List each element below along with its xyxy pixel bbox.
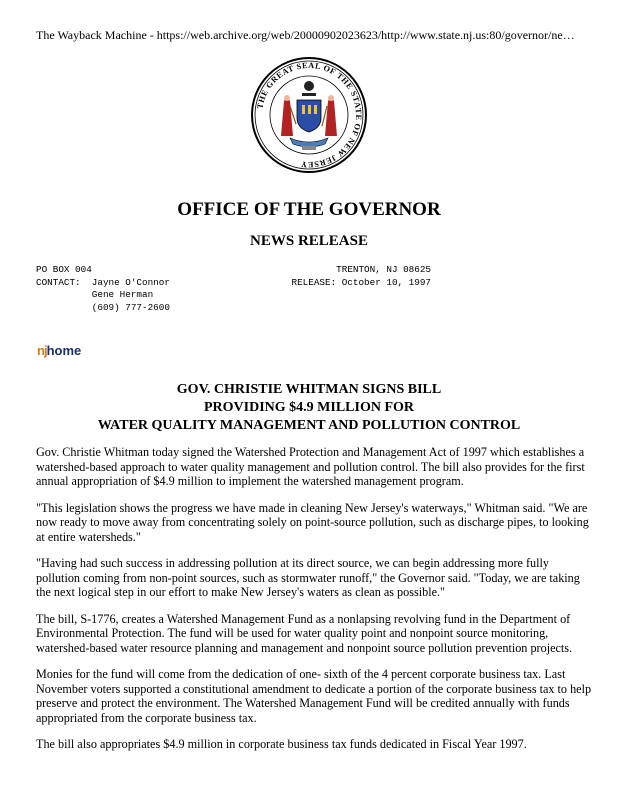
seal-text: THE GREAT SEAL OF THE STATE OF NEW JERSEY xyxy=(255,60,364,170)
city-address: TRENTON, NJ 08625 xyxy=(336,264,431,275)
headline-line-3: WATER QUALITY MANAGEMENT AND POLLUTION CONTROL xyxy=(97,418,521,433)
contact-phone: (609) 777-2600 xyxy=(36,301,170,313)
office-title: OFFICE OF THE GOVERNOR xyxy=(177,199,441,220)
release-body xyxy=(36,445,596,764)
body-paragraph: The bill, S-1776, creates a Watershed Management Fund as a nonlapsing revolving fund in the Department of Environmental Protection. The fund will be used for water quality point and nonpoint source monitoring, watershed-based water resource planning and management and nonpoint source pollution prevention projects. xyxy=(36,611,573,655)
home-logo-text: home xyxy=(46,343,82,358)
release-date: RELEASE: October 10, 1997 xyxy=(291,276,431,288)
body-paragraph: Monies for the fund will come from the dedication of one- sixth of the 4 percent corporate business tax. Last November voters supported a constitutional amendment to dedicate a portion of the corporate business tax to help preserve and protect the environment. The Watershed Management Fund will be credited annually with funds appropriated from the corporate business tax. xyxy=(36,667,592,725)
contact-name-secondary: Gene Herman xyxy=(36,289,154,300)
great-seal-of-new-jersey-icon xyxy=(250,56,368,174)
body-paragraph: The bill also appropriates $4.9 million in corporate business tax funds dedicated in Fiscal Year 1997. xyxy=(36,737,527,751)
contact-block xyxy=(36,264,170,314)
headline-line-2: PROVIDING $4.9 MILLION FOR xyxy=(203,400,414,415)
headline-line-1: GOV. CHRISTIE WHITMAN SIGNS BILL xyxy=(176,382,442,397)
nj-logo-text: nj xyxy=(37,343,47,358)
news-release-heading: NEWS RELEASE xyxy=(250,233,368,249)
body-paragraph: "Having had such success in addressing pollution at its direct source, we can begin addressing more fully pollution coming from non-point sources, such as stormwater runoff," the Governor said. "Today, we are taking the next logical step in our effort to make New Jersey's waters as clean as possible." xyxy=(36,556,580,599)
contact-name: CONTACT: Jayne O'Connor xyxy=(36,276,170,288)
nj-home-logo-link[interactable] xyxy=(37,342,81,358)
press-release-headline xyxy=(0,381,618,435)
body-paragraph: "This legislation shows the progress we have made in cleaning New Jersey's waterways," Whitman said. "We are now ready to move away from concentrating solely on point-source pollution, such as discharge pipes, to looking at entire watersheds." xyxy=(36,500,589,544)
body-paragraph: Gov. Christie Whitman today signed the Watershed Protection and Management Act of 1997 which establishes a watershed-based approach to water quality management and pollution control. The bill also provides for the first annual appropriation of $4.9 million to implement the watershed management program. xyxy=(36,445,585,488)
po-box: PO BOX 004 xyxy=(36,264,92,275)
location-block xyxy=(287,264,431,289)
page-header-url: The Wayback Machine - https://web.archive.org/web/20000902023623/http://www.state.nj.us:80/governor/ne… xyxy=(36,28,575,42)
